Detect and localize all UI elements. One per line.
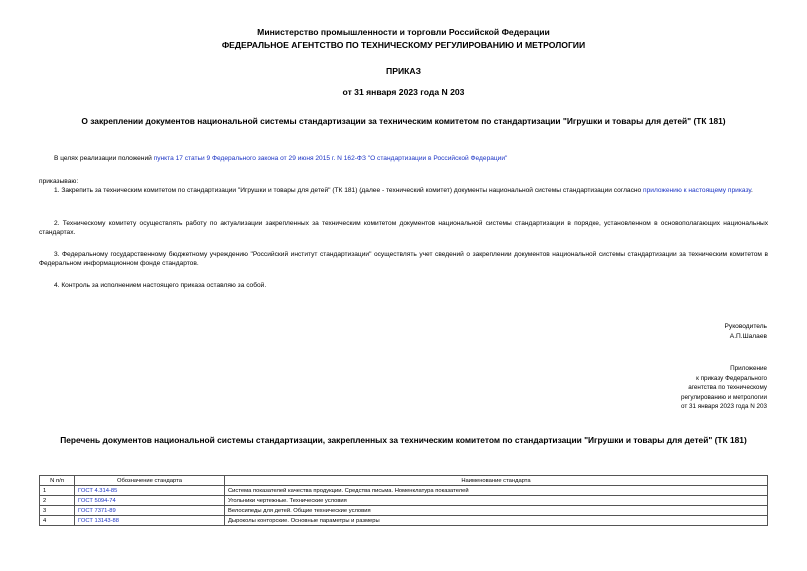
appendix-line-4: регулированию и метрологии	[681, 393, 767, 401]
document-date: от 31 января 2023 года N 203	[342, 87, 465, 97]
appendix-link[interactable]: приложению к настоящему приказу	[643, 187, 752, 194]
standard-name: Угольники чертежные. Технические условия	[225, 496, 768, 506]
standard-name: Велосипеды для детей. Общие технические условия	[225, 506, 768, 516]
order-item-1	[39, 186, 768, 195]
row-number: 4	[40, 516, 75, 526]
order-word: приказываю:	[39, 178, 79, 185]
standard-link[interactable]: ГОСТ 7371-89	[78, 507, 116, 514]
table-header-row	[40, 476, 768, 486]
row-number: 1	[40, 486, 75, 496]
row-number: 3	[40, 506, 75, 516]
table-row	[40, 496, 768, 506]
document-title: О закреплении документов национальной системы стандартизации за техническим комитетом по стандартизации "Игрушки и товары для детей" (ТК 181)	[81, 116, 726, 126]
header-name: Наименование стандарта	[225, 476, 768, 486]
table-row	[40, 486, 768, 496]
signature-block	[725, 322, 767, 342]
order-item-4: 4. Контроль за исполнением настоящего приказа оставляю за собой.	[54, 282, 267, 289]
law-link[interactable]: пункта 17 статьи 9 Федерального закона от 29 июня 2015 г. N 162-ФЗ "О стандартизации в Российской Федерации"	[153, 155, 508, 162]
standard-name: Дыроколы конторские. Основные параметры и размеры	[225, 516, 768, 526]
standard-link[interactable]: ГОСТ 4.314-85	[78, 487, 118, 494]
document-type: ПРИКАЗ	[386, 66, 421, 76]
header-code: Обозначение стандарта	[75, 476, 225, 486]
standards-table	[39, 475, 768, 526]
appendix-block	[681, 364, 767, 412]
standard-link[interactable]: ГОСТ 13143-88	[78, 517, 119, 524]
signature-role: Руководитель	[724, 323, 767, 330]
standard-name: Система показателей качества продукции. Средства письма. Номенклатура показателей	[225, 486, 768, 496]
order-item-2: 2. Техническому комитету осуществлять работу по актуализации закрепленных за техническим комитетом документов национальной системы стандартизации в порядке, установленном в основополагающих национальных стандартах.	[39, 220, 768, 237]
row-number: 2	[40, 496, 75, 506]
ministry-heading: Министерство промышленности и торговли Российской Федерации	[257, 27, 550, 37]
appendix-line-5: от 31 января 2023 года N 203	[680, 403, 767, 411]
order-item-3: 3. Федеральному государственному бюджетному учреждению "Российский институт стандартизации" осуществлять учет сведений о закреплении документов национальной системы стандартизации за техническим комитетом в Федеральном информационном фонде стандартов.	[39, 251, 768, 268]
table-row	[40, 506, 768, 516]
list-title: Перечень документов национальной системы стандартизации, закрепленных за техническим комитетом по стандартизации "Игрушки и товары для детей" (ТК 181)	[60, 435, 747, 445]
appendix-line-2: к приказу Федерального	[696, 374, 767, 382]
intro-text: В целях реализации положений	[54, 155, 154, 162]
header-number: N п/п	[40, 476, 75, 486]
agency-heading: ФЕДЕРАЛЬНОЕ АГЕНТСТВО ПО ТЕХНИЧЕСКОМУ РЕГУЛИРОВАНИЮ И МЕТРОЛОГИИ	[221, 40, 586, 50]
appendix-line-3: агентства по техническому	[688, 384, 767, 392]
appendix-line-1: Приложение	[730, 365, 767, 372]
signature-name: А.П.Шалаев	[729, 333, 767, 340]
table-row	[40, 516, 768, 526]
intro-paragraph	[54, 154, 769, 163]
standard-link[interactable]: ГОСТ 5094-74	[78, 497, 116, 504]
order-item-1-text: 1. Закрепить за техническим комитетом по стандартизации "Игрушки и товары для детей" (ТК 181) (далее - технический комитет) документы национальной системы стандартизации согласно	[54, 187, 644, 194]
order-item-1-end: .	[751, 187, 753, 194]
